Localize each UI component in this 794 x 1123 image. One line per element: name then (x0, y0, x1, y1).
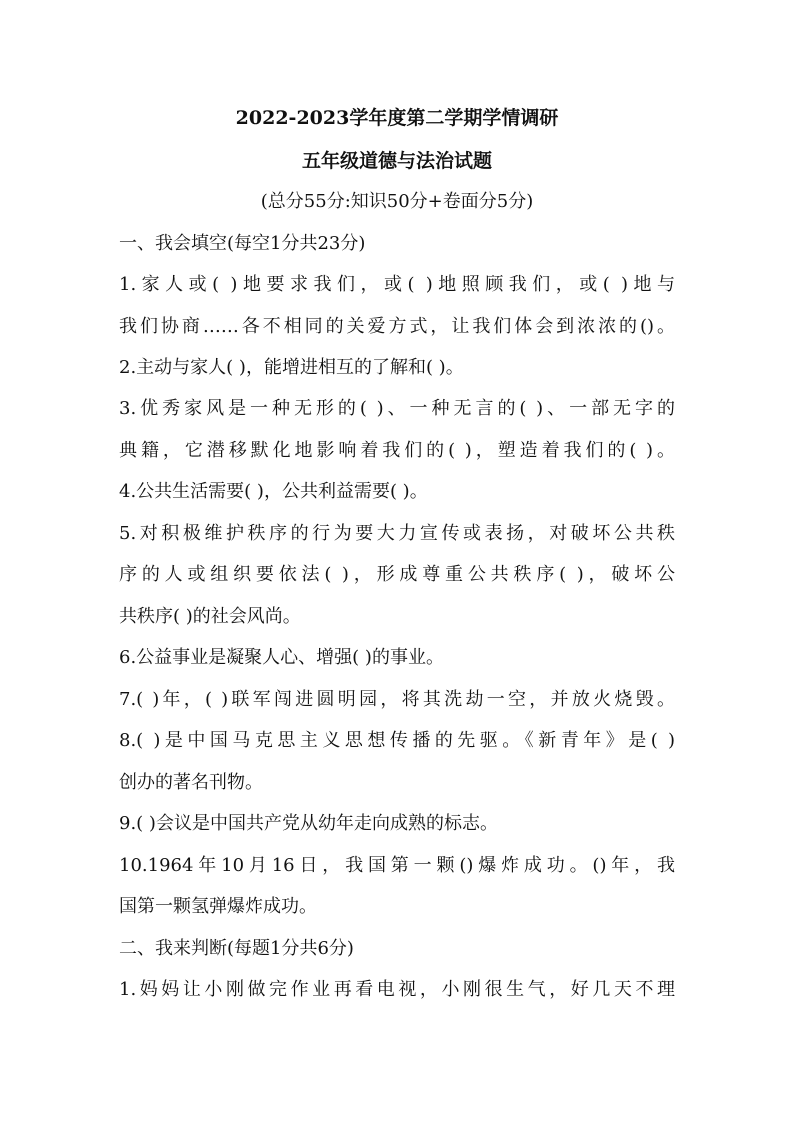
section-heading-true-false: 二、我来判断(每题1分共6分) (119, 938, 354, 959)
question-line: 6.公益事业是凝聚人心、增强( )的事业。 (119, 647, 444, 668)
question-line: 5.对积极维护秩序的行为要大力宣传或表扬，对破坏公共秩 (119, 523, 675, 544)
question-line: 典籍，它潜移默化地影响着我们的( )，塑造着我们的( )。 (119, 440, 675, 461)
question-line: 3.优秀家风是一种无形的( )、一种无言的( )、一部无字的 (119, 398, 675, 419)
score-note: (总分55分:知识50分+卷面分5分) (260, 191, 534, 212)
exam-subject-title: 五年级道德与法治试题 (301, 150, 492, 172)
question-line: 序的人或组织要依法( )，形成尊重公共秩序( )，破坏公 (119, 564, 675, 585)
question-line: 2.主动与家人( )，能增进相互的了解和( )。 (119, 357, 464, 378)
exam-title: 2022-2023学年度第二学期学情调研 (235, 107, 559, 129)
question-line: 1.家人或( )地要求我们，或( )地照顾我们，或( )地与 (119, 274, 675, 295)
question-line: 7.( )年，( )联军闯进圆明园，将其洗劫一空，并放火烧毁。 (119, 689, 675, 710)
question-line: 创办的著名刊物。 (119, 772, 263, 793)
question-line: 我们协商……各不相同的关爱方式，让我们体会到浓浓的()。 (119, 316, 675, 337)
question-line: 9.( )会议是中国共产党从幼年走向成熟的标志。 (119, 813, 498, 834)
question-line: 8.( )是中国马克思主义思想传播的先驱。《新青年》是( ) (119, 730, 675, 751)
question-line: 10.1964年10月16日，我国第一颗()爆炸成功。()年，我 (119, 855, 675, 876)
section-heading-fill-in: 一、我会填空(每空1分共23分) (119, 233, 366, 254)
question-line: 1.妈妈让小刚做完作业再看电视，小刚很生气，好几天不理 (119, 979, 675, 1000)
question-line: 共秩序( )的社会风尚。 (119, 606, 301, 627)
question-line: 国第一颗氢弹爆炸成功。 (119, 896, 317, 917)
question-line: 4.公共生活需要( )，公共利益需要( )。 (119, 481, 428, 502)
